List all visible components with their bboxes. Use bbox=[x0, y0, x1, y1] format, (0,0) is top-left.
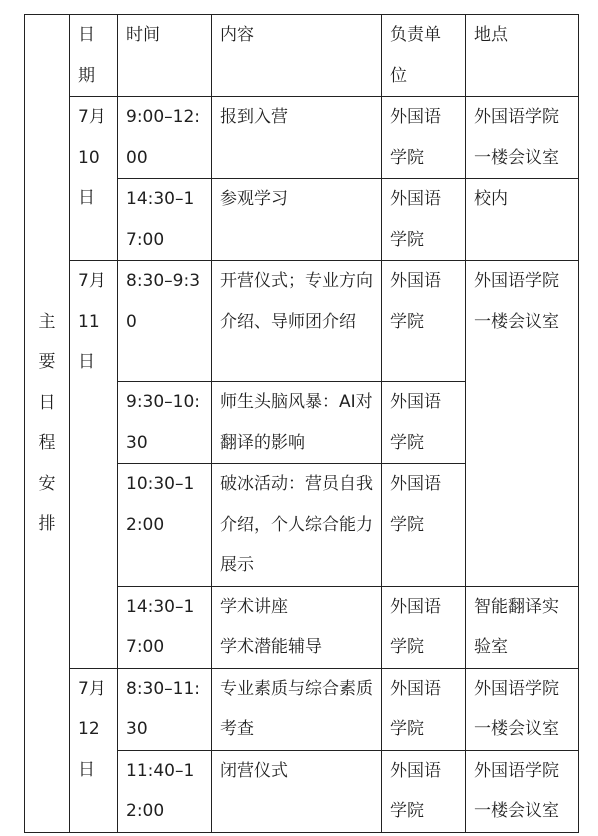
header-content: 内容 bbox=[212, 15, 382, 97]
session-unit: 外国语学院 bbox=[382, 97, 466, 179]
session-content bbox=[212, 261, 382, 382]
session-content-line: 专业素质与综合素质考查 bbox=[220, 678, 373, 739]
schedule-table bbox=[24, 14, 579, 833]
session-content bbox=[212, 382, 382, 464]
session-place: 外国语学院一楼会议室 bbox=[466, 97, 579, 179]
session-content bbox=[212, 179, 382, 261]
session-time: 9:30–10:30 bbox=[118, 382, 212, 464]
session-content-line: 报到入营 bbox=[220, 107, 288, 127]
session-content-line: 开营仪式；专业方向介绍、导师团介绍 bbox=[220, 271, 373, 332]
session-unit: 外国语学院 bbox=[382, 261, 466, 382]
session-unit: 外国语学院 bbox=[382, 586, 466, 668]
table-row bbox=[25, 261, 579, 382]
session-unit: 外国语学院 bbox=[382, 750, 466, 832]
session-place: 智能翻译实验室 bbox=[466, 586, 579, 668]
session-time: 10:30–12:00 bbox=[118, 464, 212, 587]
header-place: 地点 bbox=[466, 15, 579, 97]
session-content bbox=[212, 97, 382, 179]
side-label-cell bbox=[25, 15, 70, 833]
session-content-line: 闭营仪式 bbox=[220, 760, 288, 781]
session-content-line: 破冰活动：营员自我介绍，个人综合能力展示 bbox=[220, 474, 373, 575]
session-time: 8:30–9:30 bbox=[118, 261, 212, 382]
day-date-cell: 7月11日 bbox=[70, 261, 118, 669]
session-unit: 外国语学院 bbox=[382, 179, 466, 261]
header-unit: 负责单位 bbox=[382, 15, 466, 97]
session-content-line: 师生头脑风暴：AI对翻译的影响 bbox=[220, 392, 373, 453]
session-unit: 外国语学院 bbox=[382, 668, 466, 750]
session-content bbox=[212, 668, 382, 750]
session-unit: 外国语学院 bbox=[382, 464, 466, 587]
session-content bbox=[212, 464, 382, 587]
session-content-line: 学术讲座 bbox=[220, 596, 288, 617]
table-row bbox=[25, 668, 579, 750]
header-date: 日期 bbox=[70, 15, 118, 97]
session-time: 8:30–11:30 bbox=[118, 668, 212, 750]
session-content-line: 学术潜能辅导 bbox=[220, 637, 322, 657]
session-unit: 外国语学院 bbox=[382, 382, 466, 464]
day-date-cell: 7月10日 bbox=[70, 97, 118, 261]
session-content bbox=[212, 586, 382, 668]
session-time: 11:40–12:00 bbox=[118, 750, 212, 832]
session-place: 外国语学院一楼会议室 bbox=[466, 750, 579, 832]
session-place: 外国语学院一楼会议室 bbox=[466, 668, 579, 750]
session-content-line: 参观学习 bbox=[220, 189, 288, 209]
day-date-cell: 7月12日 bbox=[70, 668, 118, 832]
session-content bbox=[212, 750, 382, 832]
session-time: 9:00–12:00 bbox=[118, 97, 212, 179]
session-time: 14:30–17:00 bbox=[118, 179, 212, 261]
table-row bbox=[25, 97, 579, 179]
header-time: 时间 bbox=[118, 15, 212, 97]
session-place: 校内 bbox=[466, 179, 579, 261]
session-place: 外国语学院一楼会议室 bbox=[466, 261, 579, 587]
side-label: 主要日程安排 bbox=[38, 311, 56, 535]
header-row bbox=[25, 15, 579, 97]
session-time: 14:30–17:00 bbox=[118, 586, 212, 668]
